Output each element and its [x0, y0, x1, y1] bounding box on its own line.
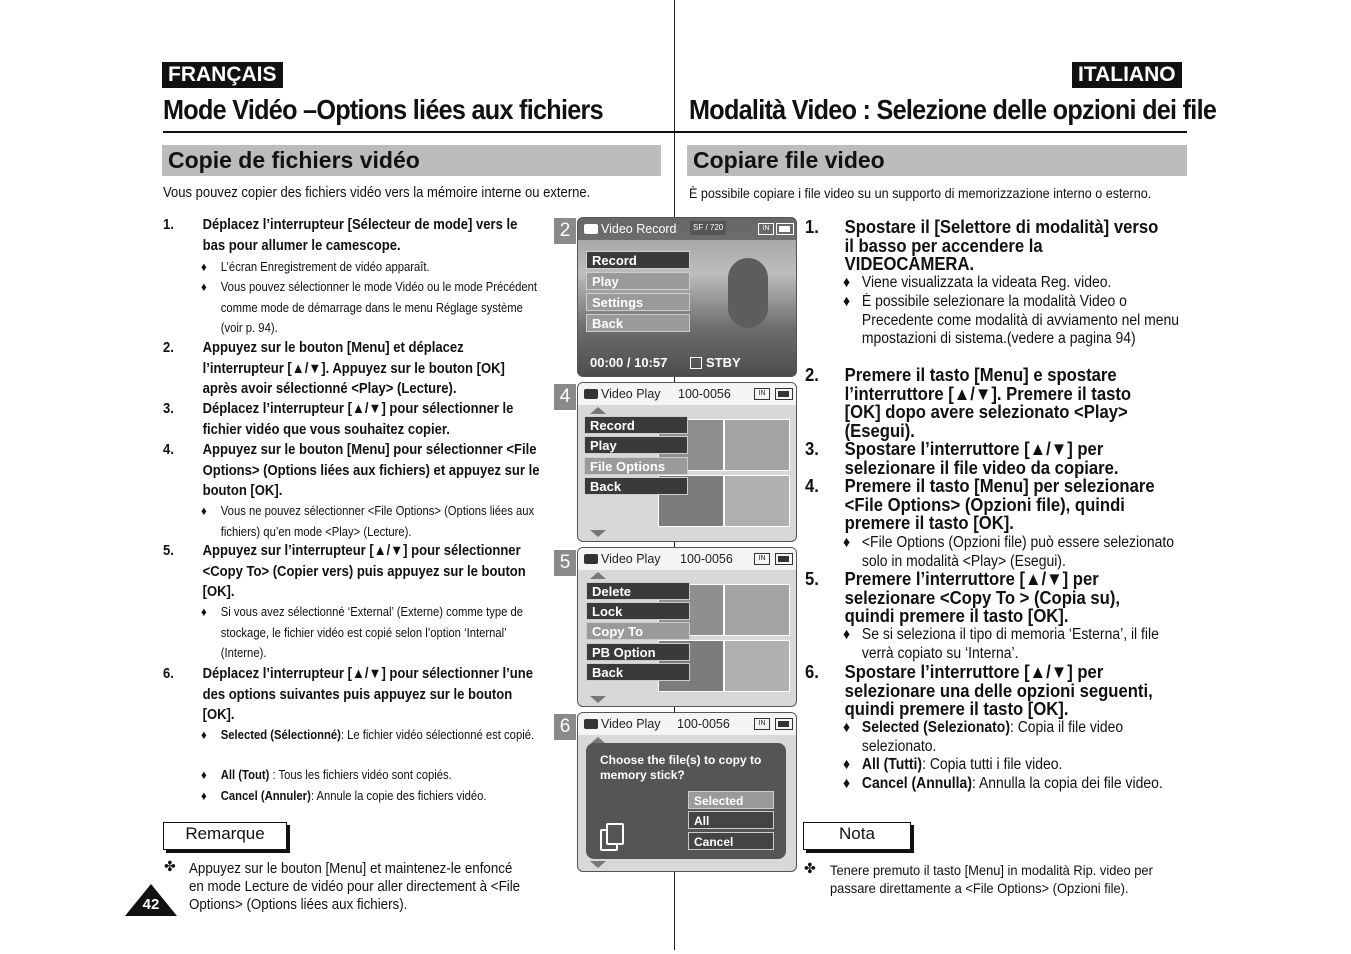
note-label-fr: Remarque — [163, 822, 287, 850]
menu-item-pb-option[interactable]: PB Option — [586, 643, 690, 661]
menu-item-record[interactable]: Record — [584, 416, 688, 434]
memory-card-icon: IN — [754, 718, 770, 730]
title-rule-fr — [163, 131, 675, 133]
dialog-option-selected[interactable]: Selected — [688, 791, 774, 809]
menu-item-copy-to[interactable]: Copy To — [586, 622, 690, 640]
screen-video-play-menu — [577, 382, 797, 542]
scroll-up-icon[interactable] — [590, 407, 606, 414]
menu-item-delete[interactable]: Delete — [586, 582, 690, 600]
scroll-down-icon[interactable] — [590, 861, 606, 868]
dialog-option-all[interactable]: All — [688, 811, 774, 829]
memory-card-icon: IN — [758, 223, 774, 235]
camera-icon — [584, 719, 598, 729]
title-rule-it — [675, 131, 1187, 133]
battery-icon — [775, 553, 793, 565]
note-text-fr: Appuyez sur le bouton [Menu] et maintenez-le enfoncé en mode Lecture de vidéo pour aller directement à <File Options> (Options liées aux fichiers). — [189, 861, 521, 913]
scene-figure — [728, 258, 768, 328]
screen-header: Video Record SF / 720 IN — [578, 218, 796, 240]
status-standby: STBY — [706, 355, 741, 370]
battery-icon — [775, 388, 793, 400]
screen-tag: 4 — [554, 384, 576, 410]
file-number: 100-0056 — [677, 717, 730, 731]
screen-video-record — [577, 217, 797, 377]
battery-icon — [776, 223, 794, 235]
menu-item-back[interactable]: Back — [586, 314, 690, 332]
scroll-down-icon[interactable] — [590, 530, 606, 537]
memory-card-icon: IN — [754, 388, 770, 400]
screen-header: Video Play 100-0056 IN — [578, 713, 796, 735]
menu-item-back[interactable]: Back — [586, 663, 690, 681]
screen-tag: 2 — [554, 218, 576, 244]
copy-icon-back — [606, 823, 624, 845]
quality-badge: SF / 720 — [690, 221, 726, 235]
language-badge-it: ITALIANO — [1072, 62, 1182, 88]
menu-item-play[interactable]: Play — [586, 272, 690, 290]
note-cross-icon: ✤ — [804, 860, 816, 876]
page-title-fr: Mode Vidéo –Options liées aux fichiers — [163, 94, 603, 125]
menu-item-play[interactable]: Play — [584, 436, 688, 454]
dialog-message: Choose the file(s) to copy to memory stick? — [600, 753, 762, 782]
menu-item-record[interactable]: Record — [586, 251, 690, 269]
dialog-option-cancel[interactable]: Cancel — [688, 832, 774, 850]
battery-icon — [775, 718, 793, 730]
camera-icon — [584, 224, 598, 234]
screen-tag: 6 — [554, 714, 576, 740]
screen-file-options — [577, 547, 797, 707]
memory-card-icon: IN — [754, 553, 770, 565]
scroll-down-icon[interactable] — [590, 696, 606, 703]
menu-item-settings[interactable]: Settings — [586, 293, 690, 311]
thumbnail[interactable] — [724, 475, 790, 527]
camera-icon — [584, 389, 598, 399]
screen-header: Video Play 100-0056 IN — [578, 548, 796, 570]
screen-tag: 5 — [554, 550, 576, 576]
intro-it: È possibile copiare i file video su un supporto di memorizzazione interno o esterno. — [689, 185, 1152, 201]
note-text-it: Tenere premuto il tasto [Menu] in modalità Rip. video per passare direttamente a <File Options> (Opzioni file). — [830, 862, 1153, 896]
note-cross-icon: ✤ — [164, 858, 176, 874]
menu-item-file-options[interactable]: File Options — [584, 457, 688, 475]
menu-item-back[interactable]: Back — [584, 477, 688, 495]
timer-readout: 00:00 / 10:57 — [590, 355, 668, 370]
language-badge-fr: FRANÇAIS — [162, 62, 283, 88]
section-heading-it: Copiare file video — [687, 145, 1187, 176]
page-number: 42 — [142, 896, 160, 913]
stby-box-icon — [690, 357, 702, 369]
file-number: 100-0056 — [678, 387, 731, 401]
thumbnail[interactable] — [724, 419, 790, 471]
camera-icon — [584, 554, 598, 564]
file-number: 100-0056 — [680, 552, 733, 566]
thumbnail[interactable] — [724, 640, 790, 692]
section-heading-fr: Copie de fichiers vidéo — [162, 145, 661, 176]
intro-fr: Vous pouvez copier des fichiers vidéo vers la mémoire interne ou externe. — [163, 185, 591, 201]
thumbnail[interactable] — [724, 584, 790, 636]
screen-header: Video Play 100-0056 IN — [578, 383, 796, 405]
page-title-it: Modalità Video : Selezione delle opzioni dei file — [689, 94, 1217, 125]
copy-dialog — [586, 743, 786, 859]
screen-copy-dialog — [577, 712, 797, 872]
note-label-it: Nota — [803, 822, 911, 850]
scroll-up-icon[interactable] — [590, 572, 606, 579]
menu-item-lock[interactable]: Lock — [586, 602, 690, 620]
